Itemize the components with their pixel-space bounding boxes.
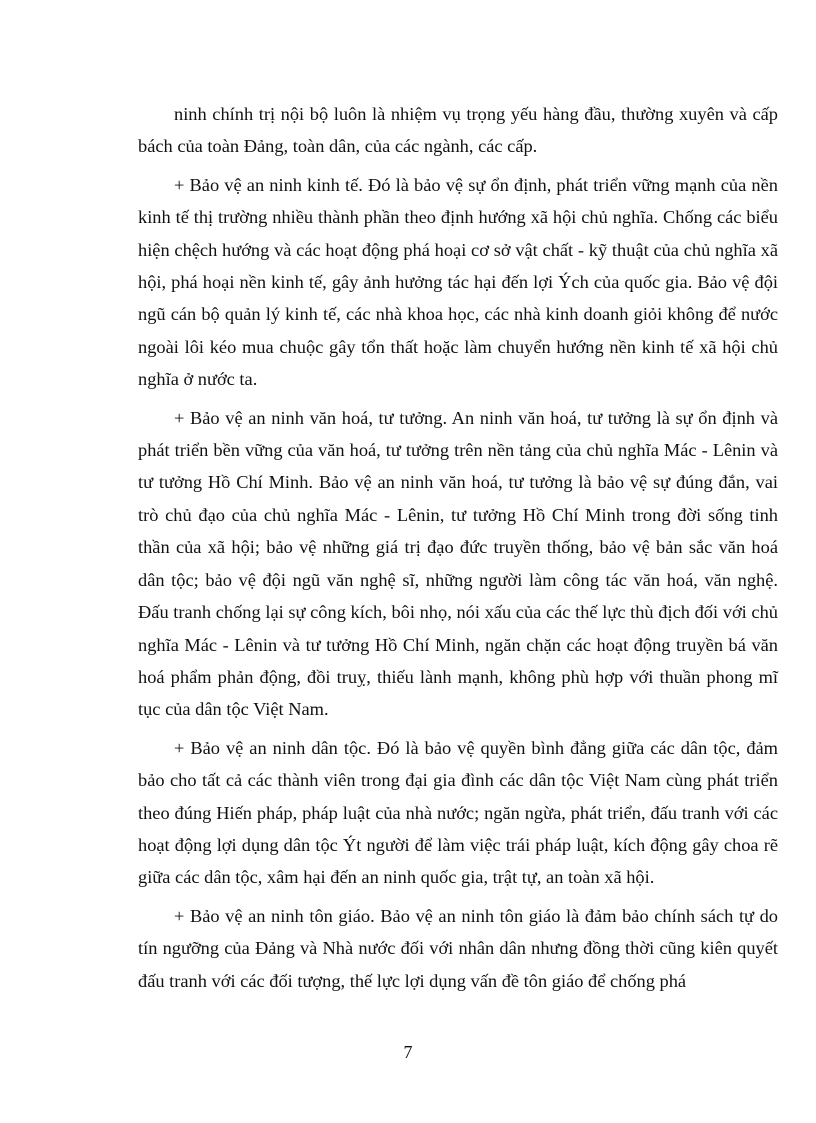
page-number: 7	[403, 1042, 413, 1062]
paragraph-continuation-political-security: ninh chính trị nội bộ luôn là nhiệm vụ trọng yếu hàng đầu, thường xuyên và cấp bách của toàn Đảng, toàn dân, của các ngành, các cấp.	[138, 104, 778, 157]
paragraph-economic-security: + Bảo vệ an ninh kinh tế. Đó là bảo vệ sự ổn định, phát triển vững mạnh của nền kinh tế thị trường nhiều thành phần theo định hướng xã hội chủ nghĩa. Chống các biểu hiện chệch hướng và các hoạt động phá hoại cơ sở vật chất - kỹ thuật của chủ nghĩa xã hội, phá hoại nền kinh tế, gây ảnh hưởng tác hại đến lợi Ých của quốc gia. Bảo vệ đội ngũ cán bộ quản lý kinh tế, các nhà khoa học, các nhà kinh doanh giỏi không để nước ngoài lôi kéo mua chuộc gây tổn thất hoặc làm chuyển hướng nền kinh tế xã hội chủ nghĩa ở nước ta.	[138, 174, 778, 390]
document-body	[138, 98, 778, 1003]
paragraph-religious-security: + Bảo vệ an ninh tôn giáo. Bảo vệ an ninh tôn giáo là đảm bảo chính sách tự do tín ngưỡng của Đảng và Nhà nước đối với nhân dân nhưng đồng thời cũng kiên quyết đấu tranh với các đối tượng, thế lực lợi dụng vấn đề tôn giáo để chống phá	[138, 905, 778, 991]
paragraph-ethnic-security: + Bảo vệ an ninh dân tộc. Đó là bảo vệ quyền bình đẳng giữa các dân tộc, đảm bảo cho tất cả các thành viên trong đại gia đình các dân tộc Việt Nam cùng phát triển theo đúng Hiến pháp, pháp luật của nhà nước; ngăn ngừa, phát triển, đấu tranh với các hoạt động lợi dụng dân tộc Ýt người để làm việc trái pháp luật, kích động gây choa rẽ giữa các dân tộc, xâm hại đến an ninh quốc gia, trật tự, an toàn xã hội.	[138, 737, 778, 888]
paragraph-cultural-ideological-security: + Bảo vệ an ninh văn hoá, tư tưởng. An ninh văn hoá, tư tưởng là sự ổn định và phát triển bền vững của văn hoá, tư tưởng trên nền tảng của chủ nghĩa Mác - Lênin và tư tưởng Hồ Chí Minh. Bảo vệ an ninh văn hoá, tư tưởng là bảo vệ sự đúng đắn, vai trò chủ đạo của chủ nghĩa Mác - Lênin, tư tưởng Hồ Chí Minh trong đời sống tinh thần của xã hội; bảo vệ những giá trị đạo đức truyền thống, bảo vệ bản sắc văn hoá dân tộc; bảo vệ đội ngũ văn nghệ sĩ, những người làm công tác văn hoá, văn nghệ. Đấu tranh chống lại sự công kích, bôi nhọ, nói xấu của các thế lực thù địch đối với chủ nghĩa Mác - Lênin và tư tưởng Hồ Chí Minh, ngăn chặn các hoạt động truyền bá văn hoá phẩm phản động, đồi truỵ, thiếu lành mạnh, không phù hợp với thuần phong mĩ tục của dân tộc Việt Nam.	[138, 407, 778, 720]
